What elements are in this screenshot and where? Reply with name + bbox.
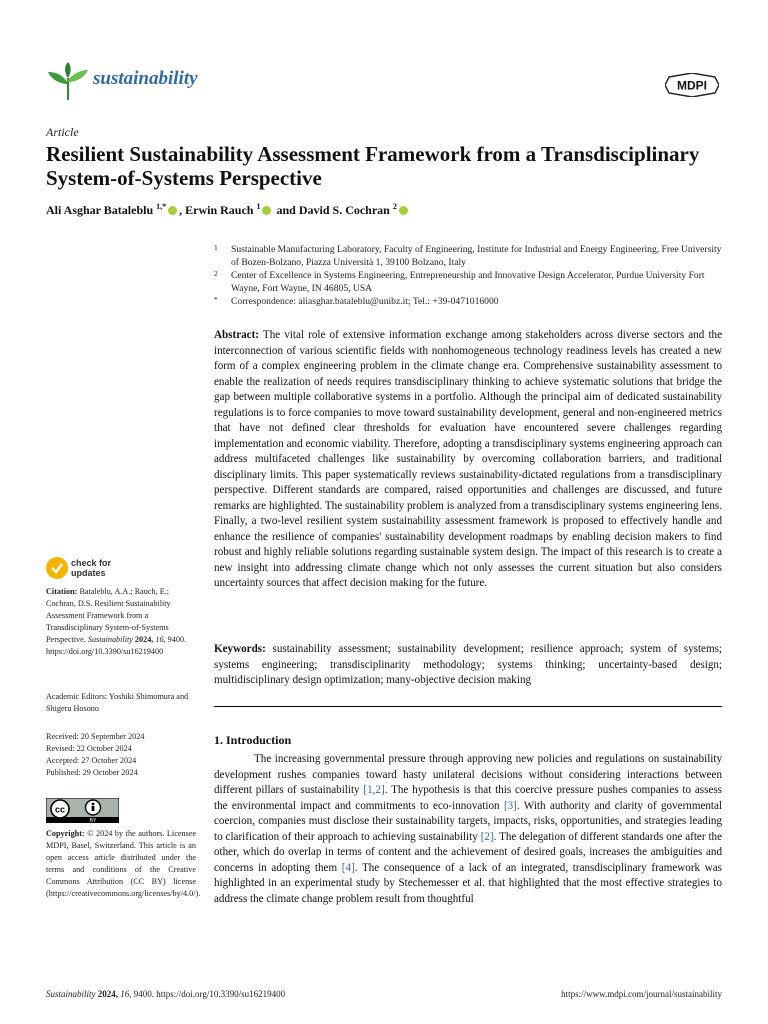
affiliation-mark: * [214, 295, 218, 304]
check-for-updates-button[interactable] [46, 557, 146, 581]
reference-link[interactable]: [2] [480, 830, 494, 843]
citation-block [46, 586, 196, 658]
copyright-text: © 2024 by the authors. Licensee MDPI, Basel, Switzerland. This article is an open access article distributed under the terms and conditions of the Creative Commons Attribution (CC BY) license (https://creativecommons.org/licenses/by/4.0/). [46, 829, 201, 898]
introduction-paragraph [214, 752, 722, 907]
affiliation-text: Sustainable Manufacturing Laboratory, Faculty of Engineering, Institute for Industrial and Energy Engineering, Free University of Bozen-Bolzano, Piazza Università 1, 39100 Bolzano, Italy [231, 244, 722, 268]
article-type: Article [46, 125, 79, 139]
footer-citation [46, 989, 285, 999]
footer-journal: Sustainability [46, 989, 96, 999]
check-updates-line2: updates [71, 568, 106, 578]
journal-name[interactable]: sustainability [93, 68, 198, 89]
section-heading: 1. Introduction [214, 733, 292, 747]
section-divider [214, 706, 722, 707]
citation-journal: Sustainability [87, 635, 133, 644]
author-affiliation-mark: 1,* [156, 202, 167, 211]
author-affiliation-mark: 2 [392, 202, 397, 211]
reference-link[interactable]: [1,2] [363, 784, 385, 796]
cc-by-license-icon[interactable] [46, 798, 119, 823]
footer-year: 2024, [97, 989, 118, 999]
copyright-notice [46, 828, 201, 900]
reference-link[interactable]: [4] [341, 861, 355, 874]
author-affiliation-mark: 1 [256, 202, 261, 211]
date-received: Received: 20 September 2024 [46, 732, 145, 741]
affiliations [214, 243, 724, 308]
orcid-icon[interactable] [399, 206, 408, 215]
author-list: Ali Asghar Bataleblu $^{1,*}$ , Erwin Rauch $^1$ and David S. Cochran $^2$ [46, 203, 410, 218]
author-name[interactable]: David S. Cochran [298, 203, 390, 217]
affiliation-mark: 2 [214, 269, 218, 278]
footer-doi-link[interactable]: 9400. https://doi.org/10.3390/su16219400 [133, 989, 286, 999]
author-connector: and [276, 203, 296, 217]
date-published: Published: 29 October 2024 [46, 768, 138, 777]
keywords-text: sustainability assessment; sustainability development; resilience approach; system of systems; systems engineering; transdisciplinarity methodology; systems thinking; uncertainty-based design; multidisciplinary design optimization; many-objective decision making [214, 643, 722, 686]
mdpi-logo[interactable] [665, 73, 719, 97]
intro-text-segment: . The delegation of different standards one after the other, which do overlap in terms of content and the achievement of desired goals, increases the ambiguities and concerns in adopting them [214, 830, 722, 874]
affiliation-text: Center of Excellence in Systems Engineering, Entrepreneurship and Innovative Design Accelerator, Purdue University Fort Wayne, Fort Wayne, IN 46805, USA [231, 270, 705, 294]
academic-editors: Academic Editors: Yoshiki Shimomura and Shigeru Hosono [46, 692, 189, 713]
date-accepted: Accepted: 27 October 2024 [46, 756, 137, 765]
correspondence-text[interactable]: Correspondence: aliasghar.bataleblu@unibz.it; Tel.: +39-0471016000 [231, 296, 499, 307]
keywords-label: Keywords: [214, 643, 266, 655]
abstract-text: The vital role of extensive information exchange among stakeholders across diverse sectors and the interconnection of various scientific fields with nonhomogeneous technology readiness levels has created a new form of a complex engineering problem in the climate change era. Comprehensive sustainability assessment to enable the realization of needs requires transdisciplinary thinking to achieve systematic solutions that bridge the gap between multiple collaborative systems in a portfolio. Although the principal aim of dedicated sustainability regulations is to force companies to move toward sustainability development, general and non-engineered metrics that have not defined clear thresholds for evaluation have encountered severe challenges regarding implementation and economic viability. Therefore, adopting a transdisciplinary systems engineering approach can address multifaceted challenges like sustainability by overcoming collaboration barriers, and traditional disciplinary limits. This paper systematically reviews sustainability-dictated regulations from a transdisciplinary perspective. Different standards are compared, raised opportunities and challenges are discussed, and future remarks are highlighted. The sustainability problem is analyzed from a transdisciplinary systems engineering lens. Finally, a two-level resilient system sustainability assessment framework is proposed to effectively handle and enhance the resilience of companies' sustainability development roadmaps by enabling decision makers to find robust and highly reliable solutions regarding sustainable system design. The impact of this research is to create a new insight into addressing climate change which not only assesses the current situation but also considers uncertainty sources that affect decision making for the future. [214, 329, 722, 589]
intro-text-segment: The increasing governmental pressure through approving new policies and regulations on sustainability development rushes companies toward hasty unilateral decisions without considering interactions between different pillars of sustainability [214, 753, 722, 796]
citation-volume: 16, [155, 635, 166, 644]
affiliation-item [214, 269, 724, 295]
footer-volume: 16, [120, 989, 132, 999]
check-updates-label [71, 558, 111, 578]
cc-by-label: BY [89, 818, 97, 823]
intro-text-segment: . The hypothesis is that this coercive pressure pushes companies to assess the environmental impact and commitments to eco-innovation [214, 784, 723, 812]
copyright-label: Copyright: [46, 829, 85, 838]
abstract [214, 328, 722, 592]
publication-dates [46, 731, 196, 779]
keywords [214, 642, 722, 689]
citation-text: Bataleblu, A.A.; Rauch, E.; Cochran, D.S. Resilient Sustainability Assessment Framework from a Transdisciplinary System-of-Systems Perspective. [46, 587, 171, 644]
article-title: Resilient Sustainability Assessment Framework from a Transdisciplinary System-of-Systems Perspective [46, 142, 700, 190]
footer-journal-url[interactable]: https://www.mdpi.com/journal/sustainability [561, 989, 722, 999]
author-name[interactable]: Ali Asghar Bataleblu [46, 203, 154, 217]
affiliation-item [214, 243, 724, 269]
affiliation-item [214, 295, 724, 308]
check-updates-icon [46, 557, 68, 579]
intro-text-segment: . With authority and clarity of governmental coercion, companies must disclose their sustainability targets, impacts, risks, opportunities, and strategies leading to clarification of their approach to achieving sustainability [214, 799, 723, 843]
check-updates-line1: check for [71, 558, 112, 568]
reference-link[interactable]: [3] [503, 799, 517, 812]
orcid-icon[interactable] [168, 206, 177, 215]
publisher-name: MDPI [677, 78, 707, 93]
citation-label: Citation: [46, 587, 78, 596]
leaf-plant-icon [46, 62, 90, 102]
citation-year: 2024, [134, 635, 154, 644]
intro-text-segment: . The consequence of a lack of an integrated, transdisciplinary framework was highlighted in an experimental study by Stechemesser et al. that highlighted that the most effective strategies to address the climate change problem result from thoughtful [214, 861, 723, 905]
affiliation-mark: 1 [214, 243, 218, 252]
orcid-icon[interactable] [262, 206, 271, 215]
abstract-label: Abstract: [214, 329, 259, 341]
date-revised: Revised: 22 October 2024 [46, 744, 132, 753]
citation-doi-link[interactable]: 9400. https://doi.org/10.3390/su16219400 [46, 635, 187, 656]
author-name[interactable]: Erwin Rauch [185, 203, 254, 217]
svg-text:cc: cc [54, 804, 66, 815]
